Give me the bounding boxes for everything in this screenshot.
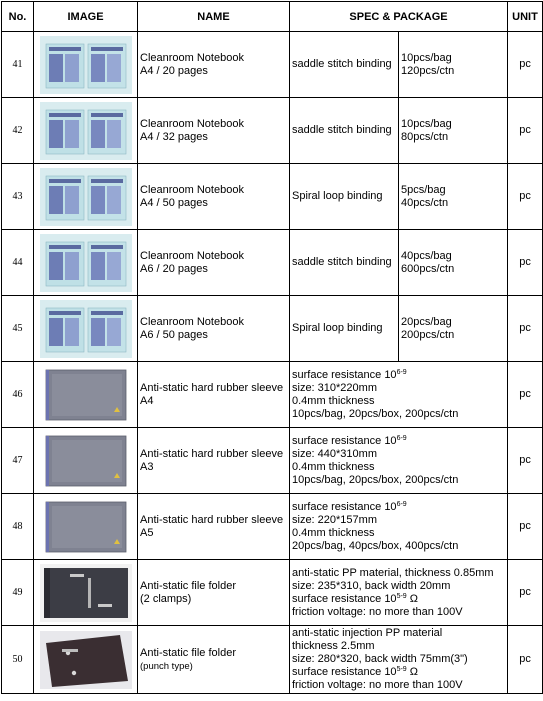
package-ctn: 600pcs/ctn	[401, 262, 455, 275]
binding-spec: saddle stitch binding	[290, 230, 399, 296]
table-row	[2, 32, 543, 98]
table-row	[2, 428, 543, 494]
package-spec	[399, 32, 508, 98]
package-spec	[399, 296, 508, 362]
product-photo	[40, 631, 132, 689]
unit: pc	[508, 560, 543, 626]
table-row	[2, 98, 543, 164]
row-number: 45	[2, 296, 34, 362]
header-spec: SPEC & PACKAGE	[290, 2, 508, 32]
product-name-line2: A3	[140, 460, 154, 473]
spec-package-qty: 20pcs/bag, 40pcs/box, 400pcs/ctn	[292, 539, 459, 552]
product-name-line1: Cleanroom Notebook	[140, 117, 244, 130]
product-name	[138, 296, 290, 362]
package-bag: 20pcs/bag	[401, 315, 452, 328]
package-spec	[399, 164, 508, 230]
product-table	[1, 1, 543, 694]
unit: pc	[508, 296, 543, 362]
product-image	[34, 98, 138, 164]
unit: pc	[508, 98, 543, 164]
unit: pc	[508, 32, 543, 98]
table-row	[2, 296, 543, 362]
header-no: No.	[2, 2, 34, 32]
product-image	[34, 296, 138, 362]
row-number: 46	[2, 362, 34, 428]
package-ctn: 40pcs/ctn	[401, 196, 449, 209]
product-name	[138, 560, 290, 626]
product-name-line1: Anti-static hard rubber sleeve	[140, 381, 284, 394]
product-name	[138, 494, 290, 560]
product-name-line1: Anti-static hard rubber sleeve	[140, 513, 284, 526]
product-name-line2: A4	[140, 394, 154, 407]
row-number: 44	[2, 230, 34, 296]
product-name	[138, 32, 290, 98]
spec-resistance: surface resistance 10$^{5-9}$ Ω	[292, 592, 418, 605]
spec-package	[290, 560, 508, 626]
row-number: 48	[2, 494, 34, 560]
product-photo	[40, 432, 132, 490]
spec-thickness: 0.4mm thickness	[292, 526, 375, 539]
product-image	[34, 164, 138, 230]
header-name: NAME	[138, 2, 290, 32]
package-ctn: 120pcs/ctn	[401, 64, 455, 77]
product-image	[34, 626, 138, 694]
package-bag: 10pcs/bag	[401, 117, 452, 130]
spec-material-thickness: anti-static PP material, thickness 0.85mm	[292, 566, 494, 579]
spec-resistance: surface resistance 10$^{6-9}$	[292, 368, 407, 381]
binding-spec: Spiral loop binding	[290, 164, 399, 230]
product-photo	[40, 366, 132, 424]
product-image	[34, 560, 138, 626]
row-number: 43	[2, 164, 34, 230]
spec-thickness: 0.4mm thickness	[292, 394, 375, 407]
product-name-line2: A4 / 20 pages	[140, 64, 208, 77]
product-name-line1: Cleanroom Notebook	[140, 315, 244, 328]
product-photo	[40, 234, 132, 292]
product-photo	[40, 300, 132, 358]
product-name-line1: Anti-static hard rubber sleeve	[140, 447, 284, 460]
unit: pc	[508, 428, 543, 494]
product-image	[34, 32, 138, 98]
spec-friction-voltage: friction voltage: no more than 100V	[292, 679, 463, 691]
header-image: IMAGE	[34, 2, 138, 32]
row-number: 41	[2, 32, 34, 98]
spec-package	[290, 494, 508, 560]
binding-spec: Spiral loop binding	[290, 296, 399, 362]
table-row	[2, 626, 543, 694]
spec-material: anti-static injection PP material	[292, 627, 443, 639]
package-bag: 5pcs/bag	[401, 183, 446, 196]
product-name	[138, 98, 290, 164]
product-name-line1: Anti-static file folder	[140, 646, 236, 659]
product-name	[138, 164, 290, 230]
product-photo	[40, 168, 132, 226]
unit: pc	[508, 626, 543, 694]
product-name-line2: (punch type)	[140, 660, 193, 672]
product-name	[138, 626, 290, 694]
binding-spec: saddle stitch binding	[290, 32, 399, 98]
package-bag: 10pcs/bag	[401, 51, 452, 64]
product-name	[138, 428, 290, 494]
product-name-line2: A4 / 50 pages	[140, 196, 208, 209]
product-image	[34, 428, 138, 494]
row-number: 47	[2, 428, 34, 494]
spec-package	[290, 362, 508, 428]
product-name-line1: Anti-static file folder	[140, 579, 236, 592]
product-name-line1: Cleanroom Notebook	[140, 249, 244, 262]
product-photo	[40, 498, 132, 556]
header-unit: UNIT	[508, 2, 543, 32]
product-name	[138, 362, 290, 428]
product-photo	[40, 564, 132, 622]
spec-size: size: 220*157mm	[292, 513, 377, 526]
package-spec	[399, 98, 508, 164]
product-photo	[40, 102, 132, 160]
package-bag: 40pcs/bag	[401, 249, 452, 262]
spec-package	[290, 428, 508, 494]
spec-resistance: surface resistance 10$^{6-9}$	[292, 500, 407, 513]
package-ctn: 200pcs/ctn	[401, 328, 455, 341]
product-name-line1: Cleanroom Notebook	[140, 183, 244, 196]
table-row	[2, 230, 543, 296]
unit: pc	[508, 230, 543, 296]
spec-material-thickness: thickness 2.5mm	[292, 640, 375, 652]
spec-thickness: 0.4mm thickness	[292, 460, 375, 473]
package-spec	[399, 230, 508, 296]
spec-size: size: 440*310mm	[292, 447, 377, 460]
product-name-line2: A6 / 50 pages	[140, 328, 208, 341]
spec-package-qty: 10pcs/bag, 20pcs/box, 200pcs/ctn	[292, 473, 459, 486]
table-row	[2, 560, 543, 626]
product-image	[34, 494, 138, 560]
product-name-line2: A4 / 32 pages	[140, 130, 208, 143]
product-name	[138, 230, 290, 296]
product-photo	[40, 36, 132, 94]
spec-resistance: surface resistance 10$^{5-9}$ Ω	[292, 666, 418, 678]
spec-resistance: surface resistance 10$^{6-9}$	[292, 434, 407, 447]
product-name-line2: A5	[140, 526, 154, 539]
spec-size: size: 235*310, back width 20mm	[292, 579, 451, 592]
table-row	[2, 164, 543, 230]
product-name-line2: (2 clamps)	[140, 592, 192, 605]
product-name-line2: A6 / 20 pages	[140, 262, 208, 275]
product-image	[34, 362, 138, 428]
row-number: 42	[2, 98, 34, 164]
product-image	[34, 230, 138, 296]
table-row	[2, 362, 543, 428]
spec-size: size: 280*320, back width 75mm(3")	[292, 653, 468, 665]
spec-package-qty: 10pcs/bag, 20pcs/box, 200pcs/ctn	[292, 407, 459, 420]
table-header-row	[2, 2, 543, 32]
row-number: 50	[2, 626, 34, 694]
unit: pc	[508, 164, 543, 230]
product-name-line1: Cleanroom Notebook	[140, 51, 244, 64]
spec-friction-voltage: friction voltage: no more than 100V	[292, 605, 463, 618]
table-row	[2, 494, 543, 560]
unit: pc	[508, 494, 543, 560]
spec-package	[290, 626, 508, 694]
spec-size: size: 310*220mm	[292, 381, 377, 394]
package-ctn: 80pcs/ctn	[401, 130, 449, 143]
unit: pc	[508, 362, 543, 428]
row-number: 49	[2, 560, 34, 626]
binding-spec: saddle stitch binding	[290, 98, 399, 164]
